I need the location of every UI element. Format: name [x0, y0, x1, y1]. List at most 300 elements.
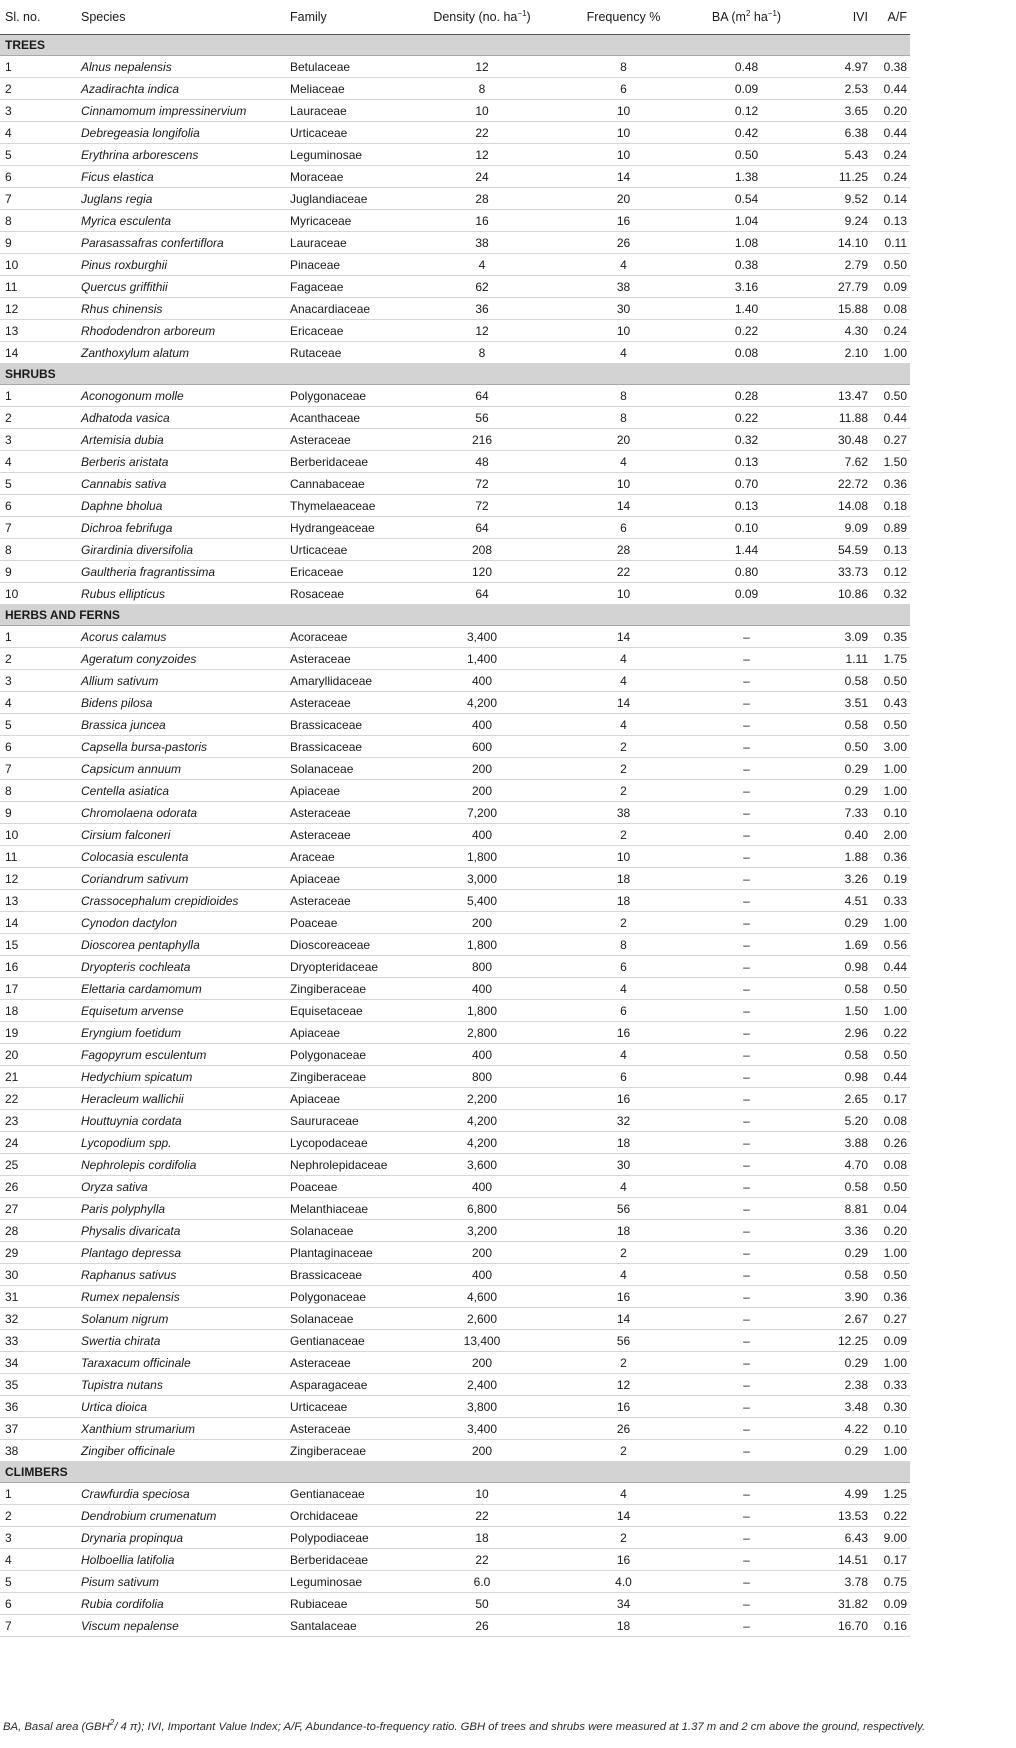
cell-density: 8	[401, 78, 563, 100]
cell-af-ratio: 0.09	[871, 1330, 910, 1352]
cell-basal-area: 1.44	[684, 539, 809, 561]
cell-species: Crassocephalum crepidioides	[76, 890, 285, 912]
table-row	[0, 1242, 910, 1264]
cell-af-ratio: 0.24	[871, 144, 910, 166]
cell-species: Debregeasia longifolia	[76, 122, 285, 144]
cell-ivi: 14.10	[809, 232, 871, 254]
cell-basal-area: –	[684, 758, 809, 780]
cell-af-ratio: 0.33	[871, 1374, 910, 1396]
cell-species: Raphanus sativus	[76, 1264, 285, 1286]
cell-species: Daphne bholua	[76, 495, 285, 517]
cell-species: Cinnamomum impressinervium	[76, 100, 285, 122]
cell-family: Asteraceae	[285, 648, 401, 670]
table-row	[0, 1066, 910, 1088]
cell-ivi: 3.36	[809, 1220, 871, 1242]
cell-frequency: 10	[563, 122, 684, 144]
cell-af-ratio: 1.25	[871, 1483, 910, 1505]
cell-ivi: 0.29	[809, 758, 871, 780]
cell-ivi: 1.69	[809, 934, 871, 956]
cell-ivi: 0.50	[809, 736, 871, 758]
cell-sl-no: 4	[0, 1549, 76, 1571]
cell-af-ratio: 0.26	[871, 1132, 910, 1154]
cell-af-ratio: 0.08	[871, 1110, 910, 1132]
cell-family: Rosaceae	[285, 583, 401, 605]
cell-species: Capsella bursa-pastoris	[76, 736, 285, 758]
section-header-row	[0, 605, 910, 626]
cell-species: Adhatoda vasica	[76, 407, 285, 429]
cell-basal-area: –	[684, 1549, 809, 1571]
section-title: TREES	[0, 35, 910, 56]
cell-family: Gentianaceae	[285, 1330, 401, 1352]
table-row	[0, 539, 910, 561]
table-row	[0, 583, 910, 605]
cell-basal-area: –	[684, 1132, 809, 1154]
cell-frequency: 6	[563, 78, 684, 100]
cell-af-ratio: 0.27	[871, 429, 910, 451]
cell-ivi: 4.99	[809, 1483, 871, 1505]
col-header-family: Family	[285, 0, 401, 35]
cell-ivi: 0.58	[809, 670, 871, 692]
cell-frequency: 4	[563, 670, 684, 692]
cell-af-ratio: 0.19	[871, 868, 910, 890]
cell-af-ratio: 9.00	[871, 1527, 910, 1549]
cell-family: Zingiberaceae	[285, 1440, 401, 1462]
cell-basal-area: –	[684, 1220, 809, 1242]
cell-af-ratio: 0.24	[871, 320, 910, 342]
cell-basal-area: –	[684, 1154, 809, 1176]
cell-af-ratio: 0.38	[871, 56, 910, 78]
cell-density: 12	[401, 56, 563, 78]
table-row	[0, 1044, 910, 1066]
cell-frequency: 14	[563, 692, 684, 714]
cell-af-ratio: 1.00	[871, 780, 910, 802]
cell-basal-area: –	[684, 1483, 809, 1505]
cell-ivi: 3.26	[809, 868, 871, 890]
cell-species: Viscum nepalense	[76, 1615, 285, 1637]
cell-species: Eryngium foetidum	[76, 1022, 285, 1044]
cell-species: Dioscorea pentaphylla	[76, 934, 285, 956]
cell-basal-area: 0.12	[684, 100, 809, 122]
cell-sl-no: 35	[0, 1374, 76, 1396]
cell-frequency: 14	[563, 1505, 684, 1527]
cell-basal-area: –	[684, 1242, 809, 1264]
cell-ivi: 8.81	[809, 1198, 871, 1220]
cell-ivi: 11.25	[809, 166, 871, 188]
cell-species: Zingiber officinale	[76, 1440, 285, 1462]
table-row	[0, 714, 910, 736]
cell-basal-area: –	[684, 1352, 809, 1374]
cell-family: Zingiberaceae	[285, 978, 401, 1000]
cell-ivi: 1.88	[809, 846, 871, 868]
cell-sl-no: 10	[0, 254, 76, 276]
cell-family: Moraceae	[285, 166, 401, 188]
cell-family: Poaceae	[285, 1176, 401, 1198]
cell-species: Pisum sativum	[76, 1571, 285, 1593]
table-row	[0, 868, 910, 890]
cell-basal-area: –	[684, 1110, 809, 1132]
table-row	[0, 320, 910, 342]
table-row	[0, 1593, 910, 1615]
cell-af-ratio: 0.50	[871, 978, 910, 1000]
cell-frequency: 4	[563, 1264, 684, 1286]
section-header-row	[0, 35, 910, 56]
cell-ivi: 14.08	[809, 495, 871, 517]
cell-basal-area: 0.70	[684, 473, 809, 495]
cell-family: Nephrolepidaceae	[285, 1154, 401, 1176]
cell-species: Rubus ellipticus	[76, 583, 285, 605]
cell-ivi: 0.58	[809, 1264, 871, 1286]
cell-ivi: 5.43	[809, 144, 871, 166]
cell-ivi: 2.10	[809, 342, 871, 364]
cell-sl-no: 4	[0, 122, 76, 144]
cell-density: 6.0	[401, 1571, 563, 1593]
table-row	[0, 342, 910, 364]
table-row	[0, 166, 910, 188]
cell-density: 2,400	[401, 1374, 563, 1396]
cell-basal-area: 0.28	[684, 385, 809, 407]
table-row	[0, 824, 910, 846]
cell-frequency: 4	[563, 648, 684, 670]
cell-sl-no: 7	[0, 758, 76, 780]
table-row	[0, 1198, 910, 1220]
section-title: SHRUBS	[0, 364, 910, 385]
cell-family: Leguminosae	[285, 1571, 401, 1593]
table-row	[0, 802, 910, 824]
cell-af-ratio: 0.50	[871, 670, 910, 692]
cell-family: Orchidaceae	[285, 1505, 401, 1527]
table-row	[0, 1132, 910, 1154]
cell-species: Brassica juncea	[76, 714, 285, 736]
cell-species: Erythrina arborescens	[76, 144, 285, 166]
table-row	[0, 1527, 910, 1549]
cell-ivi: 0.58	[809, 714, 871, 736]
table-row	[0, 1505, 910, 1527]
cell-frequency: 6	[563, 956, 684, 978]
cell-basal-area: –	[684, 736, 809, 758]
cell-ivi: 0.29	[809, 1242, 871, 1264]
cell-family: Urticaceae	[285, 539, 401, 561]
cell-af-ratio: 0.32	[871, 583, 910, 605]
cell-density: 400	[401, 1176, 563, 1198]
cell-sl-no: 15	[0, 934, 76, 956]
cell-density: 1,800	[401, 934, 563, 956]
cell-basal-area: –	[684, 1374, 809, 1396]
cell-basal-area: –	[684, 1088, 809, 1110]
cell-density: 4,200	[401, 1132, 563, 1154]
cell-af-ratio: 0.13	[871, 210, 910, 232]
cell-af-ratio: 1.00	[871, 758, 910, 780]
cell-basal-area: –	[684, 824, 809, 846]
cell-family: Asteraceae	[285, 1418, 401, 1440]
cell-af-ratio: 0.50	[871, 1044, 910, 1066]
cell-family: Zingiberaceae	[285, 1066, 401, 1088]
cell-basal-area: 0.48	[684, 56, 809, 78]
cell-ivi: 15.88	[809, 298, 871, 320]
cell-sl-no: 5	[0, 473, 76, 495]
cell-basal-area: 0.13	[684, 495, 809, 517]
cell-frequency: 4	[563, 1483, 684, 1505]
cell-sl-no: 3	[0, 100, 76, 122]
table-row	[0, 56, 910, 78]
cell-sl-no: 22	[0, 1088, 76, 1110]
cell-density: 22	[401, 122, 563, 144]
cell-family: Melanthiaceae	[285, 1198, 401, 1220]
cell-ivi: 27.79	[809, 276, 871, 298]
cell-density: 2,600	[401, 1308, 563, 1330]
cell-af-ratio: 1.00	[871, 1352, 910, 1374]
cell-species: Plantago depressa	[76, 1242, 285, 1264]
cell-species: Holboellia latifolia	[76, 1549, 285, 1571]
cell-species: Ficus elastica	[76, 166, 285, 188]
cell-sl-no: 16	[0, 956, 76, 978]
cell-frequency: 2	[563, 1440, 684, 1462]
cell-af-ratio: 1.00	[871, 1000, 910, 1022]
header-row	[0, 0, 910, 35]
cell-species: Artemisia dubia	[76, 429, 285, 451]
cell-ivi: 0.98	[809, 1066, 871, 1088]
cell-density: 16	[401, 210, 563, 232]
cell-family: Polygonaceae	[285, 1044, 401, 1066]
cell-af-ratio: 0.44	[871, 407, 910, 429]
cell-frequency: 8	[563, 56, 684, 78]
cell-frequency: 30	[563, 298, 684, 320]
cell-basal-area: 0.09	[684, 78, 809, 100]
cell-family: Ericaceae	[285, 320, 401, 342]
cell-family: Asteraceae	[285, 824, 401, 846]
col-header-ba: BA ($m^2$ $ha^{-1}$)	[684, 0, 809, 35]
cell-sl-no: 30	[0, 1264, 76, 1286]
cell-af-ratio: 0.27	[871, 1308, 910, 1330]
cell-ivi: 3.88	[809, 1132, 871, 1154]
cell-sl-no: 10	[0, 583, 76, 605]
cell-ivi: 11.88	[809, 407, 871, 429]
cell-family: Pinaceae	[285, 254, 401, 276]
cell-basal-area: 0.50	[684, 144, 809, 166]
cell-family: Leguminosae	[285, 144, 401, 166]
cell-family: Asteraceae	[285, 692, 401, 714]
cell-af-ratio: 0.36	[871, 473, 910, 495]
cell-basal-area: –	[684, 868, 809, 890]
cell-density: 6,800	[401, 1198, 563, 1220]
cell-af-ratio: 3.00	[871, 736, 910, 758]
cell-basal-area: –	[684, 890, 809, 912]
cell-family: Rutaceae	[285, 342, 401, 364]
table-row	[0, 473, 910, 495]
cell-basal-area: 0.42	[684, 122, 809, 144]
cell-sl-no: 11	[0, 846, 76, 868]
cell-species: Coriandrum sativum	[76, 868, 285, 890]
cell-family: Apiaceae	[285, 1022, 401, 1044]
table-row	[0, 254, 910, 276]
table-row	[0, 1286, 910, 1308]
cell-ivi: 0.58	[809, 978, 871, 1000]
cell-frequency: 14	[563, 626, 684, 648]
col-header-species: Species	[76, 0, 285, 35]
table-row	[0, 78, 910, 100]
cell-density: 208	[401, 539, 563, 561]
cell-density: 400	[401, 1264, 563, 1286]
cell-family: Polygonaceae	[285, 385, 401, 407]
cell-basal-area: –	[684, 1176, 809, 1198]
table-row	[0, 670, 910, 692]
cell-species: Chromolaena odorata	[76, 802, 285, 824]
cell-af-ratio: 0.11	[871, 232, 910, 254]
cell-density: 18	[401, 1527, 563, 1549]
cell-ivi: 1.50	[809, 1000, 871, 1022]
cell-frequency: 38	[563, 276, 684, 298]
cell-af-ratio: 0.89	[871, 517, 910, 539]
cell-family: Juglandiaceae	[285, 188, 401, 210]
cell-ivi: 2.67	[809, 1308, 871, 1330]
cell-density: 200	[401, 1352, 563, 1374]
cell-ivi: 5.20	[809, 1110, 871, 1132]
cell-frequency: 8	[563, 407, 684, 429]
cell-sl-no: 6	[0, 1593, 76, 1615]
cell-af-ratio: 0.18	[871, 495, 910, 517]
cell-density: 22	[401, 1549, 563, 1571]
cell-density: 600	[401, 736, 563, 758]
cell-density: 56	[401, 407, 563, 429]
table-row	[0, 1220, 910, 1242]
cell-sl-no: 9	[0, 232, 76, 254]
cell-frequency: 28	[563, 539, 684, 561]
table-row	[0, 385, 910, 407]
cell-sl-no: 9	[0, 802, 76, 824]
cell-ivi: 6.43	[809, 1527, 871, 1549]
cell-ivi: 3.09	[809, 626, 871, 648]
cell-family: Asteraceae	[285, 429, 401, 451]
cell-frequency: 18	[563, 890, 684, 912]
cell-density: 26	[401, 1615, 563, 1637]
cell-frequency: 6	[563, 1000, 684, 1022]
cell-sl-no: 33	[0, 1330, 76, 1352]
cell-family: Polypodiaceae	[285, 1527, 401, 1549]
cell-density: 13,400	[401, 1330, 563, 1352]
cell-basal-area: 0.10	[684, 517, 809, 539]
cell-sl-no: 12	[0, 868, 76, 890]
cell-species: Bidens pilosa	[76, 692, 285, 714]
cell-ivi: 0.29	[809, 780, 871, 802]
cell-density: 4,200	[401, 1110, 563, 1132]
cell-basal-area: –	[684, 1615, 809, 1637]
cell-sl-no: 32	[0, 1308, 76, 1330]
cell-sl-no: 19	[0, 1022, 76, 1044]
cell-af-ratio: 0.17	[871, 1088, 910, 1110]
cell-ivi: 4.30	[809, 320, 871, 342]
cell-sl-no: 5	[0, 1571, 76, 1593]
table-row	[0, 1264, 910, 1286]
cell-basal-area: –	[684, 692, 809, 714]
cell-density: 10	[401, 100, 563, 122]
cell-af-ratio: 1.00	[871, 1440, 910, 1462]
cell-frequency: 22	[563, 561, 684, 583]
cell-density: 12	[401, 144, 563, 166]
cell-ivi: 10.86	[809, 583, 871, 605]
cell-af-ratio: 0.20	[871, 1220, 910, 1242]
cell-density: 28	[401, 188, 563, 210]
table-row	[0, 1571, 910, 1593]
cell-species: Xanthium strumarium	[76, 1418, 285, 1440]
cell-frequency: 2	[563, 736, 684, 758]
table-row	[0, 780, 910, 802]
cell-density: 62	[401, 276, 563, 298]
cell-frequency: 38	[563, 802, 684, 824]
cell-basal-area: 3.16	[684, 276, 809, 298]
cell-family: Berberidaceae	[285, 451, 401, 473]
cell-family: Dryopteridaceae	[285, 956, 401, 978]
cell-ivi: 7.62	[809, 451, 871, 473]
cell-ivi: 3.51	[809, 692, 871, 714]
cell-family: Asteraceae	[285, 1352, 401, 1374]
cell-ivi: 7.33	[809, 802, 871, 824]
cell-sl-no: 12	[0, 298, 76, 320]
cell-frequency: 14	[563, 166, 684, 188]
section-title: HERBS AND FERNS	[0, 605, 910, 626]
cell-frequency: 4	[563, 1044, 684, 1066]
table-row	[0, 232, 910, 254]
cell-density: 800	[401, 1066, 563, 1088]
cell-frequency: 4	[563, 978, 684, 1000]
table-row	[0, 1000, 910, 1022]
cell-sl-no: 21	[0, 1066, 76, 1088]
cell-density: 22	[401, 1505, 563, 1527]
section-header-row	[0, 1462, 910, 1483]
cell-family: Anacardiaceae	[285, 298, 401, 320]
cell-frequency: 18	[563, 1220, 684, 1242]
table-row	[0, 1176, 910, 1198]
cell-species: Houttuynia cordata	[76, 1110, 285, 1132]
cell-frequency: 18	[563, 868, 684, 890]
cell-species: Elettaria cardamomum	[76, 978, 285, 1000]
table-row	[0, 1088, 910, 1110]
cell-af-ratio: 0.44	[871, 956, 910, 978]
cell-frequency: 6	[563, 517, 684, 539]
cell-species: Alnus nepalensis	[76, 56, 285, 78]
col-header-ivi: IVI	[809, 0, 871, 35]
cell-af-ratio: 0.08	[871, 1154, 910, 1176]
cell-frequency: 10	[563, 320, 684, 342]
cell-density: 1,800	[401, 1000, 563, 1022]
cell-family: Saururaceae	[285, 1110, 401, 1132]
cell-sl-no: 1	[0, 1483, 76, 1505]
cell-density: 4	[401, 254, 563, 276]
table-row	[0, 912, 910, 934]
cell-frequency: 2	[563, 758, 684, 780]
cell-species: Equisetum arvense	[76, 1000, 285, 1022]
cell-density: 12	[401, 320, 563, 342]
cell-ivi: 4.51	[809, 890, 871, 912]
table-row	[0, 1352, 910, 1374]
cell-af-ratio: 0.08	[871, 298, 910, 320]
cell-density: 3,800	[401, 1396, 563, 1418]
cell-basal-area: –	[684, 1198, 809, 1220]
cell-ivi: 9.24	[809, 210, 871, 232]
table-row	[0, 846, 910, 868]
cell-species: Centella asiatica	[76, 780, 285, 802]
cell-basal-area: 1.40	[684, 298, 809, 320]
table-row	[0, 1615, 910, 1637]
cell-family: Hydrangeaceae	[285, 517, 401, 539]
cell-sl-no: 2	[0, 78, 76, 100]
cell-af-ratio: 0.10	[871, 1418, 910, 1440]
cell-af-ratio: 0.17	[871, 1549, 910, 1571]
table-row	[0, 1374, 910, 1396]
cell-sl-no: 14	[0, 912, 76, 934]
cell-af-ratio: 0.33	[871, 890, 910, 912]
table-row	[0, 1440, 910, 1462]
cell-density: 10	[401, 1483, 563, 1505]
cell-frequency: 10	[563, 583, 684, 605]
